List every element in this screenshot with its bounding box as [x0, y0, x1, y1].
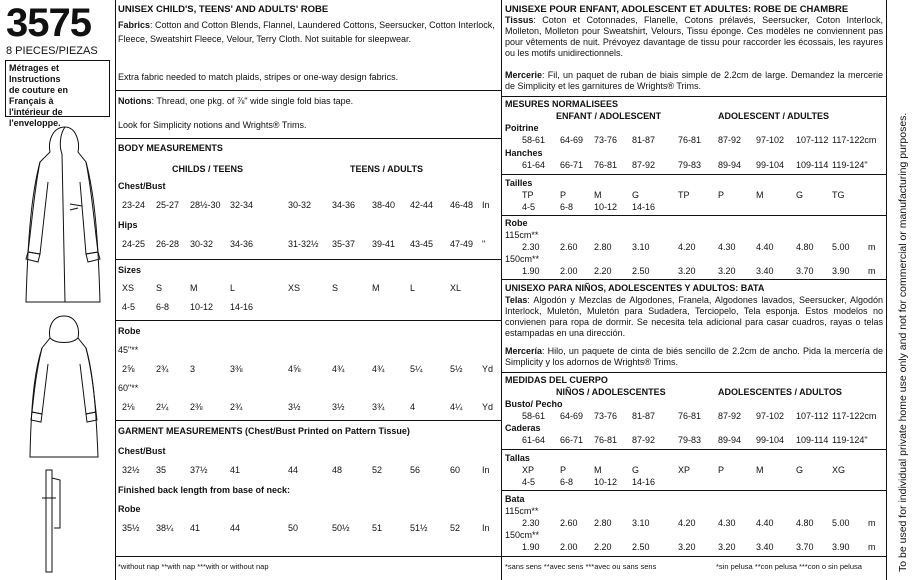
table-cell: 76-81 [678, 411, 702, 421]
en-notions [118, 96, 353, 107]
table-cell: 73-76 [594, 135, 618, 145]
en-body-measurements: BODY MEASUREMENTS [118, 143, 223, 153]
table-cell: 76-81 [594, 435, 618, 445]
table-cell: m [868, 542, 876, 552]
en-width-60: 60"** [118, 383, 139, 393]
es-footnote: *sin pelusa **con pelusa ***con o sin pelusa [716, 562, 862, 571]
table-cell: M [190, 283, 198, 293]
table-cell: 31-32½ [288, 239, 319, 249]
table-cell: 46-48 [450, 200, 474, 210]
en-childs-teens: CHILDS / TEENS [172, 164, 244, 174]
table-cell: 5.00 [832, 518, 850, 528]
french-note-line: Métrages et Instructions [9, 63, 61, 84]
table-cell: 58-61 [522, 411, 546, 421]
en-g-chest-label: Chest/Bust [118, 446, 166, 456]
table-cell: 5.00 [832, 242, 850, 252]
table-cell: 3.90 [832, 266, 850, 276]
es-busto-label: Busto/ Pecho [505, 399, 563, 409]
divider [115, 0, 116, 580]
es-ninos: NIÑOS / ADOLESCENTES [556, 387, 666, 397]
table-cell: M [756, 465, 764, 475]
table-cell: M [594, 190, 602, 200]
table-cell: 32-34 [230, 200, 254, 210]
table-cell: 73-76 [594, 411, 618, 421]
table-cell: 117-122cm [832, 135, 877, 145]
table-cell: 2.80 [594, 242, 612, 252]
en-chest-label: Chest/Bust [118, 181, 166, 191]
en-look: Look for Simplicity notions and Wrights® Trims. [118, 120, 307, 130]
table-cell: 79-83 [678, 435, 702, 445]
table-cell: 44 [230, 523, 241, 533]
divider [502, 372, 886, 373]
table-cell: m [868, 518, 876, 528]
usage-notice: To be used for individual private home use only and not for commercial or manufacturing purposes. [897, 112, 909, 572]
table-cell: 2.60 [560, 518, 578, 528]
en-g-robe-label: Robe [118, 504, 141, 514]
divider [502, 556, 886, 557]
divider [116, 556, 501, 557]
es-telas [505, 295, 883, 339]
table-cell: 2.50 [632, 542, 650, 552]
table-cell: 4⅝ [288, 364, 301, 374]
table-cell: 25-27 [156, 200, 180, 210]
table-cell: 64-69 [560, 135, 584, 145]
fr-adolescent: ADOLESCENT / ADULTES [718, 111, 830, 121]
table-cell: 4.30 [718, 518, 736, 528]
fr-mesures: MESURES NORMALISEES [505, 99, 619, 109]
table-cell: 107-112 [796, 411, 829, 421]
pattern-number: 3575 [6, 1, 91, 45]
fr-mercerie-label: Mercerie [505, 70, 543, 80]
es-width-115: 115cm** [505, 506, 539, 516]
table-cell: 41 [190, 523, 201, 533]
table-cell: 4.40 [756, 518, 774, 528]
table-cell: 3½ [332, 402, 345, 412]
french-note-box [5, 60, 110, 128]
table-cell: 2.30 [522, 518, 540, 528]
en-fabrics-text: : Cotton and Cotton Blends, Flannel, Laundered Cottons, Seersucker, Cotton Interlock, Fleece, Sweatshirt Fleece, Velour, Terry Cloth. Not suitable for sleepwear. [118, 20, 495, 44]
fr-tissus-label: Tissus [505, 15, 534, 25]
table-cell: G [796, 190, 804, 200]
table-cell: 51 [372, 523, 383, 533]
belt-illustration [38, 468, 68, 576]
table-cell: 2.20 [594, 542, 612, 552]
table-cell: S [332, 283, 339, 293]
table-cell: 4-5 [522, 202, 536, 212]
en-extra-fabric: Extra fabric needed to match plaids, stripes or one-way design fabrics. [118, 72, 399, 82]
table-cell: 52 [372, 465, 383, 475]
table-cell: XS [122, 283, 135, 293]
table-cell: 3 [190, 364, 196, 374]
table-cell: 37½ [190, 465, 208, 475]
fr-robe-label: Robe [505, 218, 528, 228]
table-cell: 2.00 [560, 542, 578, 552]
table-cell: XP [522, 465, 535, 475]
fr-width-115: 115cm** [505, 230, 539, 240]
table-cell: 4¾ [372, 364, 385, 374]
table-cell: 6-8 [560, 202, 574, 212]
table-cell: 117-122cm [832, 411, 877, 421]
table-cell: 4¾ [332, 364, 345, 374]
table-cell: 2.00 [560, 266, 578, 276]
table-cell: 3.90 [832, 542, 850, 552]
divider [502, 215, 886, 216]
table-cell: 2¾ [230, 402, 243, 412]
table-cell: 48 [332, 465, 343, 475]
en-fabrics-label: Fabrics [118, 20, 151, 30]
table-cell: S [156, 283, 163, 293]
table-cell: 43-45 [410, 239, 434, 249]
table-cell: P [560, 465, 567, 475]
divider [502, 449, 886, 450]
table-cell: 3.20 [678, 542, 696, 552]
table-cell: 24-25 [122, 239, 146, 249]
table-cell: 87-92 [718, 135, 742, 145]
table-cell: 38-40 [372, 200, 396, 210]
table-cell: 3½ [288, 402, 301, 412]
table-cell: 3.10 [632, 242, 650, 252]
table-cell: 58-61 [522, 135, 546, 145]
table-cell: 3.40 [756, 542, 774, 552]
fr-width-150: 150cm** [505, 254, 540, 264]
divider [116, 138, 501, 139]
table-cell: 2¼ [156, 402, 169, 412]
table-cell: 2¾ [156, 364, 169, 374]
table-cell: 87-92 [632, 160, 656, 170]
table-cell: 2.30 [522, 242, 540, 252]
table-cell: 4-5 [122, 302, 136, 312]
fr-poitrine-label: Poitrine [505, 123, 539, 133]
table-cell: 14-16 [230, 302, 254, 312]
es-adolescentes: ADOLESCENTES / ADULTOS [718, 387, 842, 397]
table-cell: 4¼ [450, 402, 463, 412]
table-cell: L [410, 283, 416, 293]
divider [116, 320, 501, 321]
table-cell: 44 [288, 465, 299, 475]
table-cell: 26-28 [156, 239, 180, 249]
table-cell: 61-64 [522, 160, 546, 170]
table-cell: 35-37 [332, 239, 356, 249]
table-cell: G [796, 465, 804, 475]
fr-mercerie [505, 70, 883, 92]
table-cell: 2⅝ [122, 364, 135, 374]
table-cell: M [756, 190, 764, 200]
table-cell: 3.20 [678, 266, 696, 276]
table-cell: 99-104 [756, 160, 785, 170]
table-cell: 119-124" [832, 160, 868, 170]
table-cell: 60 [450, 465, 461, 475]
table-cell: 2.80 [594, 518, 612, 528]
table-cell: 3¾ [372, 402, 385, 412]
table-cell: 109-114 [796, 435, 829, 445]
table-cell: 64-69 [560, 411, 584, 421]
table-cell: 3.10 [632, 518, 650, 528]
table-cell: 28½-30 [190, 200, 221, 210]
table-cell: In [482, 523, 490, 533]
table-cell: 4.30 [718, 242, 736, 252]
fr-tailles-label: Tailles [505, 178, 533, 188]
divider [501, 0, 502, 580]
divider [116, 259, 501, 260]
table-cell: 4.40 [756, 242, 774, 252]
table-cell: 4 [410, 402, 416, 412]
table-cell: 4.20 [678, 242, 696, 252]
en-sizes-label: Sizes [118, 265, 142, 275]
table-cell: 56 [410, 465, 421, 475]
table-cell: L [230, 283, 236, 293]
table-cell: 39-41 [372, 239, 396, 249]
fr-title: UNISEXE POUR ENFANT, ADOLESCENT ET ADULTES: ROBE DE CHAMBRE [505, 4, 849, 15]
fr-tissus [505, 15, 883, 59]
table-cell: 4-5 [522, 477, 536, 487]
table-cell: 4.80 [796, 518, 814, 528]
robe-illustration-back [24, 312, 104, 462]
fr-hanches-label: Hanches [505, 148, 543, 158]
table-cell: 119-124" [832, 435, 868, 445]
divider [502, 96, 886, 97]
es-width-150: 150cm** [505, 530, 540, 540]
table-cell: 89-94 [718, 435, 742, 445]
table-cell: 61-64 [522, 435, 546, 445]
table-cell: 42-44 [410, 200, 434, 210]
robe-illustration-front [20, 122, 110, 307]
es-tallas-label: Tallas [505, 453, 530, 463]
table-cell: m [868, 242, 876, 252]
table-cell: In [482, 200, 490, 210]
table-cell: TP [522, 190, 534, 200]
table-cell: 4.80 [796, 242, 814, 252]
en-robe-label: Robe [118, 326, 141, 336]
table-cell: 4.20 [678, 518, 696, 528]
fr-footnote: *sans sens **avec sens ***avec ou sans sens [505, 562, 657, 571]
divider [116, 420, 501, 421]
es-telas-label: Telas [505, 295, 528, 305]
table-cell: P [560, 190, 567, 200]
es-title: UNISEXO PARA NIÑOS, ADOLESCENTES Y ADULTOS: BATA [505, 283, 765, 293]
en-fabrics [118, 18, 498, 46]
divider [502, 490, 886, 491]
divider [502, 279, 886, 280]
table-cell: 2⅛ [122, 402, 135, 412]
table-cell: 30-32 [288, 200, 312, 210]
table-cell: 34-36 [332, 200, 356, 210]
table-cell: 2.20 [594, 266, 612, 276]
en-garment-measurements: GARMENT MEASUREMENTS (Chest/Bust Printed on Pattern Tissue) [118, 426, 410, 436]
table-cell: 87-92 [718, 411, 742, 421]
table-cell: 14-16 [632, 202, 656, 212]
french-note-line: l'intérieur de [9, 107, 63, 117]
table-cell: 2.50 [632, 266, 650, 276]
table-cell: 47-49 [450, 239, 474, 249]
table-cell: M [372, 283, 380, 293]
en-notions-text: : Thread, one pkg. of ⅞" wide single fold bias tape. [151, 96, 354, 106]
table-cell: G [632, 190, 640, 200]
table-cell: 1.90 [522, 542, 540, 552]
table-cell: TG [832, 190, 845, 200]
table-cell: 10-12 [594, 202, 618, 212]
table-cell: 76-81 [678, 135, 702, 145]
es-bata-label: Bata [505, 494, 525, 504]
en-hips-label: Hips [118, 220, 138, 230]
en-title: UNISEX CHILD'S, TEENS' AND ADULTS' ROBE [118, 4, 329, 15]
table-cell: 3.70 [796, 266, 814, 276]
table-cell: 52 [450, 523, 461, 533]
en-teens-adults: TEENS / ADULTS [350, 164, 424, 174]
table-cell: 76-81 [594, 160, 618, 170]
table-cell: 6-8 [156, 302, 170, 312]
table-cell: 14-16 [632, 477, 656, 487]
fr-mercerie-text: : Fil, un paquet de ruban de biais simple de 2.2cm de large. Demandez la mercerie de Simplicity et les garnitures de Wrights® Trims. [505, 70, 883, 91]
table-cell: 2⅜ [190, 402, 203, 412]
table-cell: P [718, 190, 725, 200]
es-medidas: MEDIDAS DEL CUERPO [505, 375, 608, 385]
table-cell: 10-12 [594, 477, 618, 487]
en-footnote: *without nap **with nap ***with or without nap [118, 562, 269, 571]
table-cell: 35½ [122, 523, 140, 533]
table-cell: 79-83 [678, 160, 702, 170]
table-cell: 51½ [410, 523, 428, 533]
table-cell: 32½ [122, 465, 140, 475]
table-cell: 1.90 [522, 266, 540, 276]
divider [886, 0, 887, 580]
table-cell: 81-87 [632, 411, 656, 421]
table-cell: 107-112 [796, 135, 829, 145]
table-cell: 81-87 [632, 135, 656, 145]
es-telas-text: : Algodón y Mezclas de Algodones, Franela, Algodones lavados, Seersucker, Algodón Interlock, Muletón, Muletón para Sudadera, Terciopelo, Tela esponja. Estos modelos no convienen para ropa de dormir. Se necesita tela adicional para casar cuadros, rayas o telas estampadas en una dirección. [505, 295, 883, 338]
divider [116, 90, 501, 91]
fr-tissus-text: : Coton et Cotonnades, Flanelle, Cotons prélavés, Seersucker, Coton Interlock, Molleton, Molleton pour Sweatshirt, Velours, Tissu éponge. Ces modèles ne conviennent pas pour vêtements de nuit. Prévoyez davantage de tissu pour raccorder les écossais, les rayures ou les motifs unidirectionnels. [505, 15, 883, 58]
table-cell: 3.20 [718, 266, 736, 276]
table-cell: 109-114 [796, 160, 829, 170]
table-cell: 87-92 [632, 435, 656, 445]
table-cell: XS [288, 283, 301, 293]
table-cell: XL [450, 283, 462, 293]
table-cell: 3.70 [796, 542, 814, 552]
en-back-length: Finished back length from base of neck: [118, 485, 291, 495]
table-cell: XP [678, 465, 691, 475]
table-cell: 3.40 [756, 266, 774, 276]
table-cell: In [482, 465, 490, 475]
french-note-line: l'enveloppe. [9, 118, 61, 128]
table-cell: 89-94 [718, 160, 742, 170]
fr-enfant: ENFANT / ADOLESCENT [556, 111, 662, 121]
table-cell: M [594, 465, 602, 475]
table-cell: 3⅜ [230, 364, 243, 374]
table-cell: 6-8 [560, 477, 574, 487]
en-notions-label: Notions [118, 96, 152, 106]
table-cell: TP [678, 190, 690, 200]
table-cell: 3.20 [718, 542, 736, 552]
table-cell: 50 [288, 523, 299, 533]
table-cell: 50½ [332, 523, 350, 533]
table-cell: P [718, 465, 725, 475]
en-width-45: 45"** [118, 345, 139, 355]
table-cell: 2.60 [560, 242, 578, 252]
es-merceria [505, 346, 883, 368]
es-merceria-label: Mercería [505, 346, 543, 356]
divider [502, 174, 886, 175]
table-cell: 23-24 [122, 200, 146, 210]
table-cell: " [482, 239, 486, 249]
table-cell: G [632, 465, 640, 475]
table-cell: 99-104 [756, 435, 785, 445]
table-cell: 66-71 [560, 160, 584, 170]
table-cell: 34-36 [230, 239, 254, 249]
es-merceria-text: : Hilo, un paquete de cinta de biés sencillo de 2.2cm de ancho. Pida la mercería de Simplicity y los adornos de Wrights® Trims. [505, 346, 883, 367]
table-cell: m [868, 266, 876, 276]
french-note-line: de couture en Français à [9, 85, 69, 106]
table-cell: 66-71 [560, 435, 584, 445]
table-cell: 10-12 [190, 302, 214, 312]
table-cell: XG [832, 465, 846, 475]
table-cell: 97-102 [756, 411, 785, 421]
table-cell: Yd [482, 364, 494, 374]
table-cell: 30-32 [190, 239, 214, 249]
pieces-count: 8 PIECES/PIEZAS [6, 45, 98, 57]
table-cell: Yd [482, 402, 494, 412]
es-caderas-label: Caderas [505, 423, 541, 433]
table-cell: 35 [156, 465, 167, 475]
table-cell: 38¼ [156, 523, 174, 533]
table-cell: 97-102 [756, 135, 785, 145]
table-cell: 5¼ [410, 364, 423, 374]
table-cell: 5½ [450, 364, 463, 374]
table-cell: 41 [230, 465, 241, 475]
